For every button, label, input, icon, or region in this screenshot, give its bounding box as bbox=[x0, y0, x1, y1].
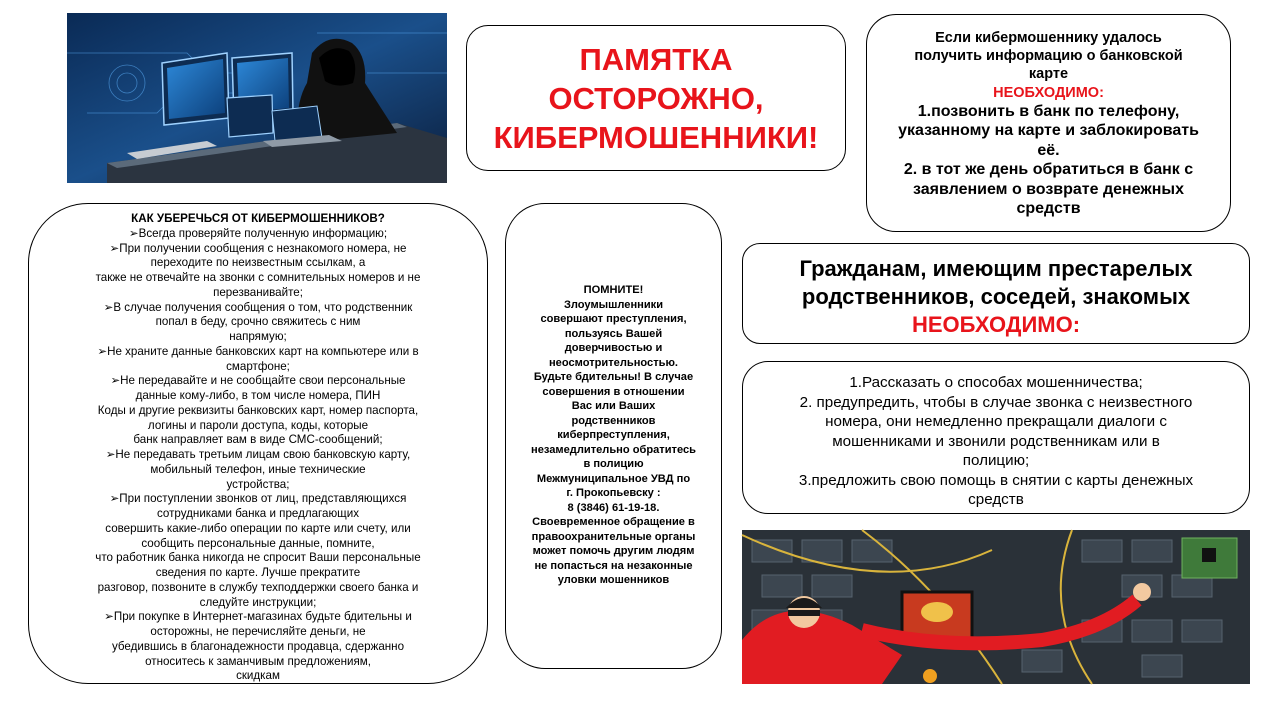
tips-line: логины и пароли доступа, коды, которые bbox=[147, 418, 369, 432]
remember-panel bbox=[505, 203, 722, 669]
card-necessary-label: НЕОБХОДИМО: bbox=[993, 84, 1104, 101]
actions-line: 2. предупредить, чтобы в случае звонка с неизвестного bbox=[799, 393, 1193, 411]
remember-text bbox=[512, 283, 715, 588]
tips-line: напрямую; bbox=[229, 330, 287, 343]
remember-line: киберпреступления, bbox=[557, 429, 670, 441]
remember-line: Вас или Ваших bbox=[571, 400, 656, 412]
tips-line: совершить какие-либо операции по карте или счету, или bbox=[105, 521, 411, 535]
title-panel bbox=[466, 25, 846, 171]
tips-line: сообщить персональные данные, помните, bbox=[141, 536, 375, 550]
tips-line: ➢При покупке в Интернет-магазинах будьте бдительны и bbox=[104, 610, 412, 624]
tips-line: также не отвечайте на звонки с сомнительных номеров и не bbox=[95, 271, 421, 284]
actions-panel bbox=[742, 361, 1250, 514]
hacker-illustration bbox=[43, 13, 447, 183]
remember-line: Своевременное обращение в bbox=[532, 516, 695, 528]
citizens-line-2: родственников, соседей, знакомых bbox=[801, 284, 1191, 309]
title-line-2: ОСТОРОЖНО, bbox=[548, 80, 764, 116]
tips-line: попал в беду, срочно свяжитесь с ним bbox=[155, 315, 361, 329]
tips-line: Коды и другие реквизиты банковских карт, номер паспорта, bbox=[97, 403, 419, 417]
tips-line: сведения по карте. Лучше прекратите bbox=[155, 566, 361, 579]
tips-line: устройства; bbox=[226, 477, 290, 491]
tips-line: ➢Всегда проверяйте полученную информацию; bbox=[128, 226, 388, 240]
actions-line: 1.Рассказать о способах мошенничества; bbox=[849, 374, 1143, 391]
title-line-3: КИБЕРМОШЕННИКИ! bbox=[493, 119, 819, 155]
tips-line: банк направляет вам в виде СМС-сообщений; bbox=[133, 433, 383, 447]
tips-line: убедившись в благонадежности продавца, сдержанно bbox=[111, 639, 405, 653]
tips-line: что работник банка никогда не спросит Ваши персональные bbox=[95, 551, 421, 565]
circuit-hacker-illustration bbox=[742, 530, 1250, 684]
remember-line: пользуясь Вашей bbox=[564, 327, 663, 340]
remember-line: может помочь другим людям bbox=[532, 545, 695, 557]
remember-line: незамедлительно обратитесь bbox=[531, 443, 696, 456]
remember-line: г. Прокопьевску : bbox=[566, 487, 661, 499]
citizens-necessary-label: НЕОБХОДИМО: bbox=[911, 312, 1081, 337]
remember-line: совершения в отношении bbox=[542, 385, 685, 398]
card-step-2-line: средств bbox=[1016, 200, 1081, 218]
card-step-1-line: 1.позвонить в банк по телефону, bbox=[917, 102, 1180, 120]
remember-line: родственников bbox=[571, 414, 656, 427]
tips-line: ➢Не передавайте и не сообщайте свои персональные bbox=[110, 374, 406, 388]
title-line-1: ПАМЯТКА bbox=[579, 41, 733, 77]
svg-text:Adobe Stock: Adobe Stock bbox=[43, 126, 51, 170]
remember-line: в полицию bbox=[583, 458, 644, 470]
card-intro-line: Если кибермошеннику удалось bbox=[935, 30, 1162, 46]
remember-line: не попасться на незаконные bbox=[534, 559, 693, 572]
remember-line: Межмуниципальное УВД по bbox=[536, 472, 691, 485]
tips-line: осторожны, не перечисляйте деньги, не bbox=[150, 625, 366, 638]
tips-line: ➢Не передавать третьим лицам свою банковскую карту, bbox=[105, 448, 411, 461]
citizens-line-1: Гражданам, имеющим престарелых bbox=[799, 256, 1193, 281]
tips-line: сотрудниками банка и предлагающих bbox=[157, 507, 359, 520]
tips-line: ➢При получении сообщения с незнакомого номера, не bbox=[109, 241, 407, 255]
remember-line: правоохранительные органы bbox=[531, 530, 696, 543]
tips-line: ➢В случае получения сообщения о том, что родственник bbox=[103, 300, 413, 314]
actions-line: полицию; bbox=[962, 452, 1030, 469]
tips-line: ➢Не храните данные банковских карт на компьютере или в bbox=[97, 344, 419, 358]
tips-line: смартфоне; bbox=[226, 359, 290, 373]
actions-line: средств bbox=[968, 491, 1024, 508]
card-intro-line: получить информацию о банковской bbox=[914, 48, 1183, 65]
tips-line: переходите по неизвестным ссылкам, а bbox=[150, 256, 366, 270]
remember-line: 8 (3846) 61-19-18. bbox=[567, 501, 660, 514]
remember-line: совершают преступления, bbox=[540, 313, 687, 325]
tips-line: относитесь к заманчивым предложениям, bbox=[145, 654, 371, 668]
card-step-2-line: заявлением о возврате денежных bbox=[913, 180, 1184, 198]
remember-line: уловки мошенников bbox=[557, 574, 670, 586]
remember-line: доверчивостью и bbox=[564, 342, 663, 354]
actions-line: мошенниками и звонили родственникам или в bbox=[832, 432, 1160, 450]
actions-line: 3.предложить свою помощь в снятии с карты денежных bbox=[798, 471, 1194, 489]
card-step-1-line: её. bbox=[1037, 141, 1060, 159]
tips-line: данные кому-либо, в том числе номера, ПИН bbox=[135, 389, 381, 402]
card-step-1-line: указанному на карте и заблокировать bbox=[898, 122, 1199, 140]
tips-heading: КАК УБЕРЕЧЬСЯ ОТ КИБЕРМОШЕННИКОВ? bbox=[131, 212, 385, 225]
card-intro-line: карте bbox=[1028, 66, 1069, 83]
tips-list bbox=[51, 227, 465, 684]
tips-line: следуйте инструкции; bbox=[199, 595, 317, 609]
remember-line: неосмотрительностью. bbox=[548, 356, 679, 369]
card-info-panel bbox=[866, 14, 1231, 232]
tips-line: мобильный телефон, иные технические bbox=[150, 462, 366, 476]
tips-line: перезванивайте; bbox=[213, 285, 303, 299]
tips-line: ➢При поступлении звонков от лиц, представляющихся bbox=[109, 492, 407, 506]
actions-line: номера, они немедленно прекращали диалоги с bbox=[825, 413, 1167, 430]
tips-line: скидкам bbox=[236, 669, 280, 683]
remember-line: ПОМНИТЕ! bbox=[583, 284, 644, 296]
tips-panel bbox=[28, 203, 488, 684]
remember-line: Будьте бдительны! В случае bbox=[533, 371, 694, 383]
tips-line: разговор, позвоните в службу техподдержки своего банка и bbox=[97, 580, 419, 594]
actions-list bbox=[759, 373, 1233, 510]
card-step-2-line: 2. в тот же день обратиться в банк с bbox=[903, 161, 1194, 179]
citizens-panel bbox=[742, 243, 1250, 344]
remember-line: Злоумышленники bbox=[563, 298, 664, 311]
